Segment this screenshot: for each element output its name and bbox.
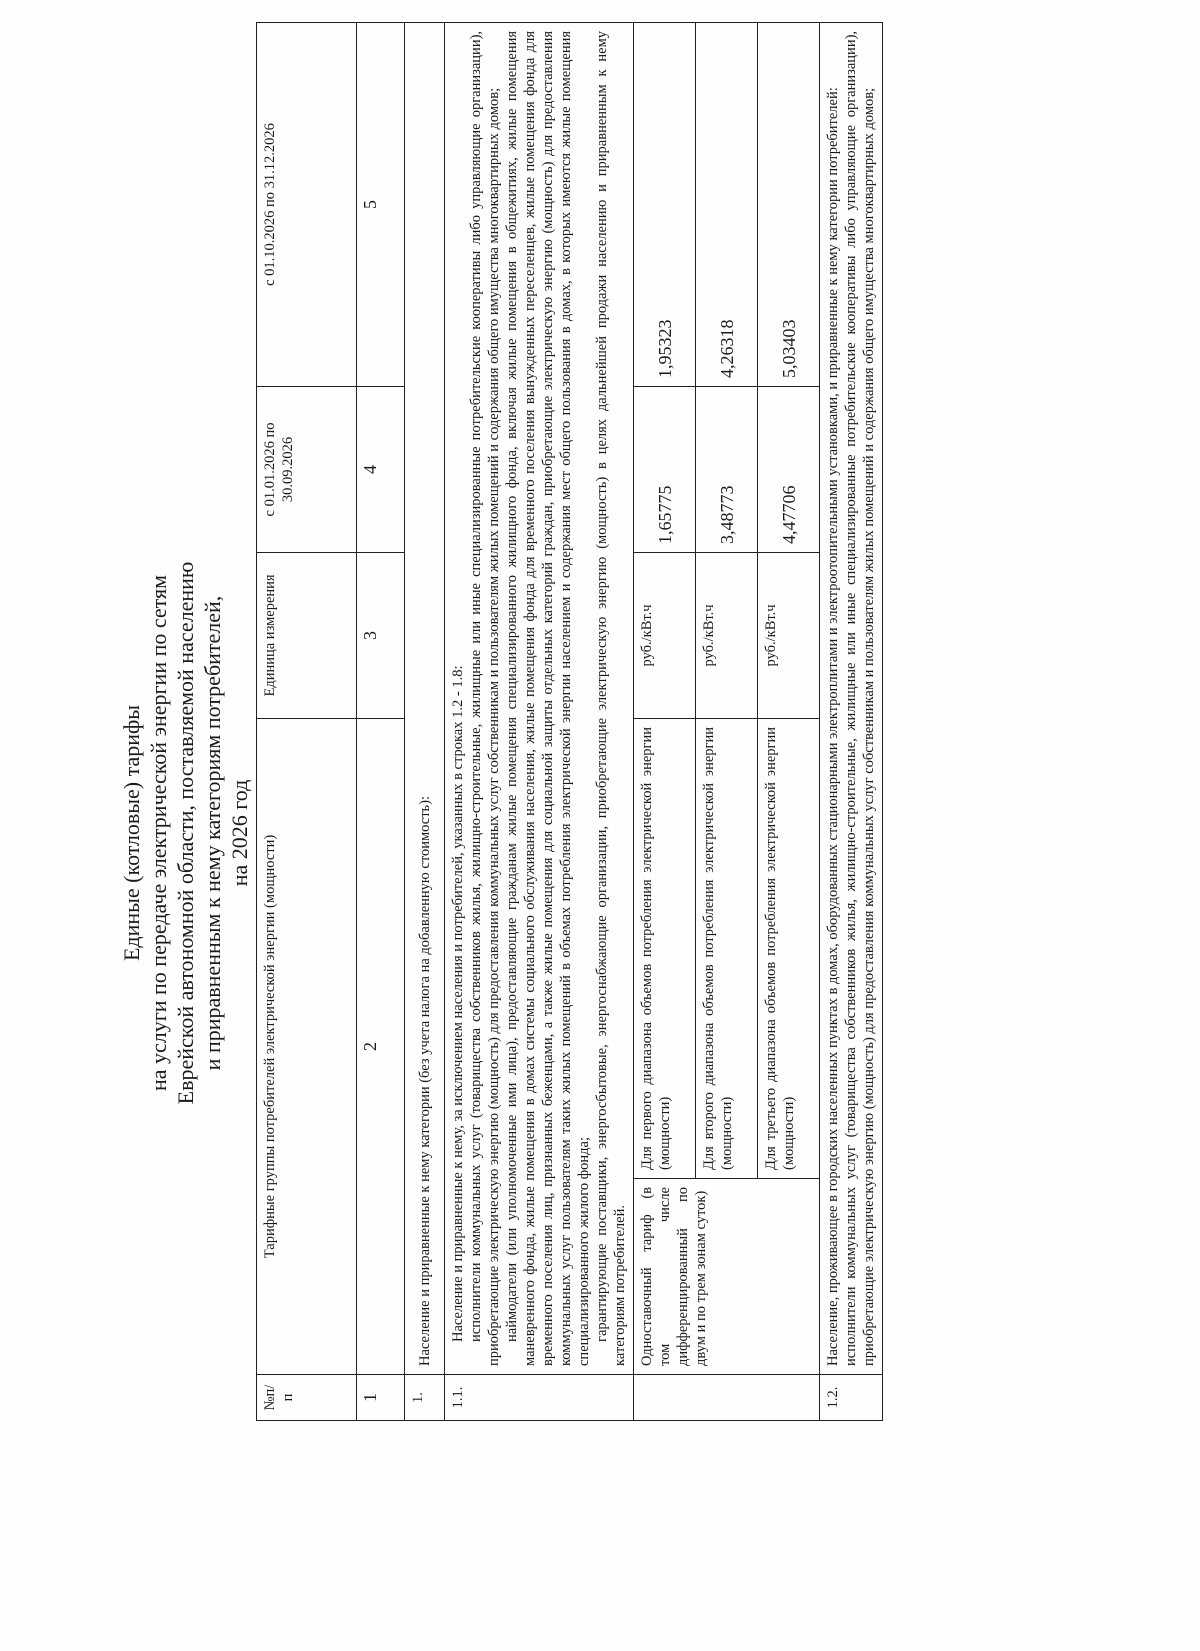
row-1-1-text (445, 22, 634, 1374)
colnum-2: 2 (357, 718, 405, 1374)
row-1-2-text (820, 22, 883, 1374)
header-number: №п/п (257, 1375, 357, 1421)
header-tariff-groups: Тарифные группы потребителей электрической энергии (мощности) (257, 718, 357, 1374)
document-title (118, 253, 253, 1413)
single-rate-label: Одноставочный тариф (в том числе дифференцированный по двум и по трем зонам суток) (634, 1179, 820, 1375)
header-period-2: с 01.10.2026 по 31.12.2026 (257, 22, 357, 386)
range-unit: руб./кВт.ч (696, 552, 758, 718)
range-label: Для второго диапазона объемов потребления электрической энергии (мощности) (696, 718, 758, 1178)
row-1-2-para: Население, проживающее в городских населенных пунктах в домах, оборудованных стационарными электроплитами и электроотопительными установками, и приравненные к нему категории потребителей: (825, 87, 841, 1366)
empty-cell (634, 1375, 820, 1421)
title-line: на услуги по передаче электрической энергии по сетям (146, 574, 171, 1092)
range-label: Для первого диапазона объемов потребления электрической энергии (мощности) (634, 718, 696, 1178)
header-unit: Единица измерения (257, 552, 357, 718)
range-label: Для третьего диапазона объемов потребления электрической энергии (мощности) (758, 718, 820, 1178)
range-value-period-2: 4,26318 (696, 22, 758, 386)
range-value-period-1: 4,47706 (758, 386, 820, 552)
title-line: Еврейской автономной области, поставляемой населению (173, 561, 198, 1105)
colnum-1: 1 (357, 1375, 405, 1421)
range-unit: руб./кВт.ч (758, 552, 820, 718)
title-line: на 2026 год (227, 779, 252, 887)
row-1-number: 1. (405, 1375, 445, 1421)
row-1-1-para: гарантирующие поставщики, энергосбытовые, энергоснабжающие организации, приобретающие электрическую энергию (мощность) в целях дальнейшей продажи населению и приравненным к нему категориям потребителей. (594, 30, 628, 1366)
colnum-5: 5 (357, 22, 405, 386)
row-1-2-para: исполнители коммунальных услуг (товарищества собственников жилья, жилищно-строительные, жилищные или иные специализированные потребительские кооперативы либо управляющие организации), приобретающие электрическую энергию (мощность) для предоставления коммунальных услуг собственникам и пользователям жилых помещений и содержания общего имущества многоквартирных домов; (843, 30, 877, 1366)
range-unit: руб./кВт.ч (634, 552, 696, 718)
tariff-table (256, 22, 883, 1421)
row-1-1-number: 1.1. (445, 1375, 634, 1421)
range-value-period-1: 3,48773 (696, 386, 758, 552)
range-value-period-2: 1,95323 (634, 22, 696, 386)
colnum-3: 3 (357, 552, 405, 718)
title-line: и приравненным к нему категориям потребителей, (200, 595, 225, 1071)
title-line: Единые (котловые) тарифы (119, 704, 144, 962)
header-period-1: с 01.01.2026 по 30.09.2026 (257, 386, 357, 552)
row-1-2-number: 1.2. (820, 1375, 883, 1421)
range-value-period-1: 1,65775 (634, 386, 696, 552)
row-1-1-para: Население и приравненные к нему, за исключением населения и потребителей, указанных в строках 1.2 - 1.8: (450, 665, 466, 1342)
colnum-4: 4 (357, 386, 405, 552)
range-value-period-2: 5,03403 (758, 22, 820, 386)
row-1-text: Население и приравненные к нему категории (без учета налога на добавленную стоимость): (405, 22, 445, 1374)
row-1-1-para: наймодатели (или уполномоченные ими лица), предоставляющие гражданам жилые помещения специализированного жилищного фонда, включая жилые помещения в общежитиях, жилые помещения маневренного фонда, жилые помещения в домах системы социального обслуживания населения, жилые помещения фонда для временного поселения вынужденных переселенцев, жилые помещения фонда для временного поселения лиц, признанных беженцами, а также жилые помещения для социальной защиты отдельных категорий граждан, приобретающие электрическую энергию (мощность) для предоставления коммунальных услуг пользователям таких жилых помещений в объемах потребления электрической энергии населением и содержания мест общего пользования в домах, в которых имеются жилые помещения специализированного жилого фонда; (504, 30, 592, 1366)
row-1-1-para: исполнители коммунальных услуг (товарищества собственников жилья, жилищно-строительные, жилищные или иные специализированные потребительские кооперативы либо управляющие организации), приобретающие электрическую энергию (мощность) для предоставления коммунальных услуг собственникам и пользователям жилых помещений и содержания общего имущества многоквартирных домов; (468, 30, 502, 1366)
